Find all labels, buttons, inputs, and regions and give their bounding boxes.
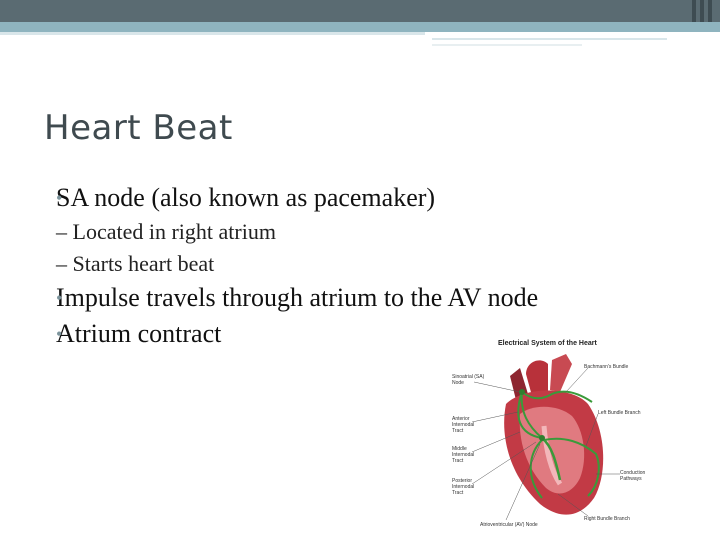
diagram-title: Electrical System of the Heart xyxy=(498,340,597,347)
label-left-bundle-branch: Left Bundle Branch xyxy=(598,410,641,416)
header-accent-line xyxy=(432,44,582,46)
slide-title: Heart Beat xyxy=(44,108,233,148)
header-band-teal xyxy=(0,22,720,32)
label-av-node: Atrioventricular (AV) Node xyxy=(480,522,538,528)
sub-bullet-item: – Starts heart beat xyxy=(56,251,215,276)
header-stripe xyxy=(700,0,704,22)
header-band-notch xyxy=(425,32,720,36)
bullet-list xyxy=(56,180,696,352)
header-decorative-band xyxy=(0,0,720,36)
label-sa-node: Sinoatrial (SA) Node xyxy=(452,374,485,386)
header-stripe xyxy=(708,0,712,22)
label-right-bundle-branch: Right Bundle Branch xyxy=(584,516,630,522)
label-anterior-tract: Anterior Internodal Tract xyxy=(452,416,475,434)
header-band-dark xyxy=(0,0,720,22)
sub-bullet-item: – Located in right atrium xyxy=(56,219,276,244)
bullet-item: • Impulse travels through atrium to the AV node xyxy=(56,280,696,316)
bullet-item: • Atrium contract xyxy=(56,316,696,352)
label-middle-tract: Middle Internodal Tract xyxy=(452,446,475,464)
label-posterior-tract: Posterior Internodal Tract xyxy=(452,478,475,496)
bullet-item: • SA node (also known as pacemaker) xyxy=(56,180,696,216)
header-stripe xyxy=(692,0,696,22)
av-node-marker xyxy=(539,435,545,441)
label-conduction-pathways: Conduction Pathways xyxy=(620,470,646,482)
label-bachmann-bundle: Bachmann's Bundle xyxy=(584,364,629,370)
header-accent-line xyxy=(432,38,667,40)
heart-electrical-diagram xyxy=(448,334,656,532)
pulmonary-artery-shape xyxy=(550,354,572,392)
